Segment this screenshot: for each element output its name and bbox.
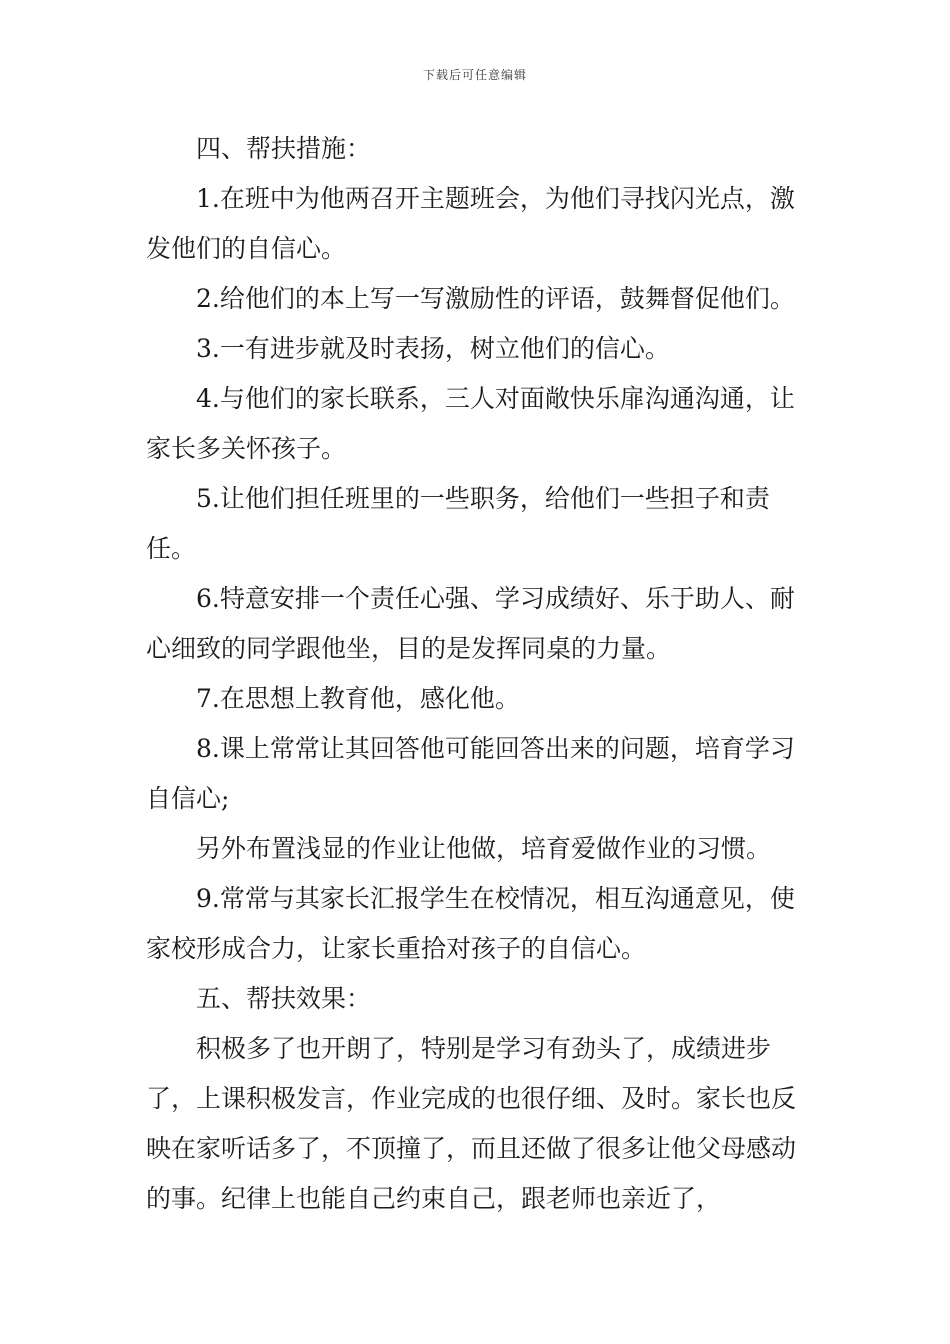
results-paragraph: 积极多了也开朗了，特别是学习有劲头了，成绩进步了，上课积极发言，作业完成的也很仔细、及时。家长也反映在家听话多了，不顶撞了，而且还做了很多让他父母感动的事。纪律上也能自己约束自己，跟老师也亲近了， [146, 1034, 797, 1213]
measure-item-1: 1.在班中为他两召开主题班会，为他们寻找闪光点，激发他们的自信心。 [146, 184, 795, 263]
measure-item-4: 4.与他们的家长联系，三人对面敞快乐扉沟通沟通，让家长多关怀孩子。 [146, 384, 795, 463]
section-heading-results: 五、帮扶效果： [196, 984, 372, 1013]
measure-item-3: 3.一有进步就及时表扬，树立他们的信心。 [196, 334, 670, 363]
measure-item-8-continued: 另外布置浅显的作业让他做，培育爱做作业的习惯。 [196, 834, 772, 863]
measure-item-9: 9.常常与其家长汇报学生在校情况，相互沟通意见，使家校形成合力，让家长重拾对孩子的自信心。 [146, 884, 795, 963]
measure-item-6: 6.特意安排一个责任心强、学习成绩好、乐于助人、耐心细致的同学跟他坐，目的是发挥同桌的力量。 [146, 584, 795, 663]
measure-item-5: 5.让他们担任班里的一些职务，给他们一些担子和责任。 [146, 484, 770, 563]
page-header-note: 下载后可任意编辑 [422, 68, 527, 82]
document-body [146, 124, 814, 1224]
measure-item-8: 8.课上常常让其回答他可能回答出来的问题，培育学习自信心; [146, 734, 795, 813]
measure-item-7: 7.在思想上教育他，感化他。 [196, 684, 520, 713]
measure-item-2: 2.给他们的本上写一写激励性的评语，鼓舞督促他们。 [196, 284, 795, 313]
section-heading-measures: 四、帮扶措施： [196, 134, 372, 163]
